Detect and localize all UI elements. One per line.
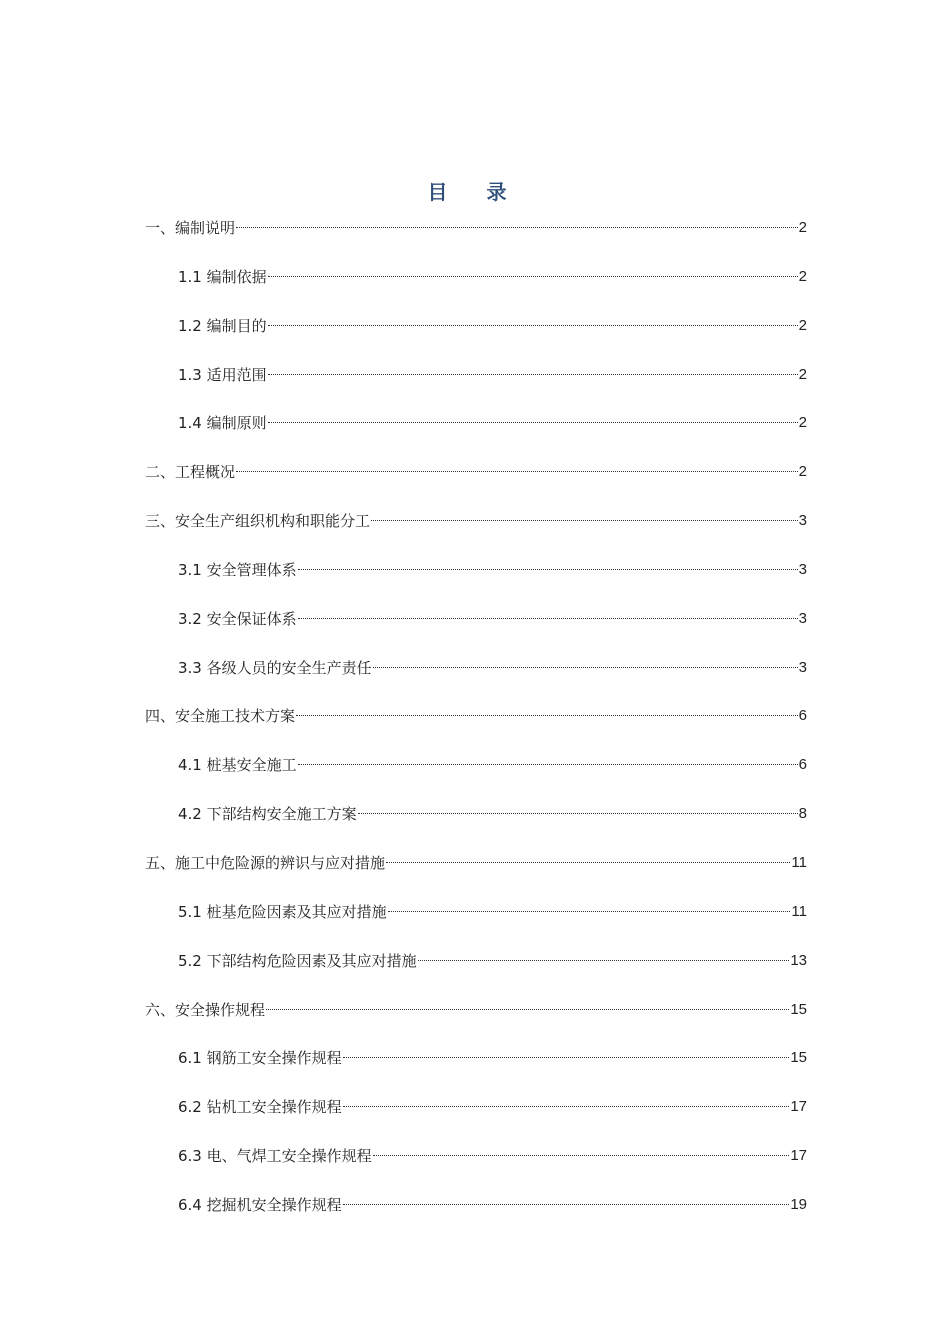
toc-entry-page-number: 11: [791, 902, 807, 920]
toc-entry-label: 5.1 桩基危险因素及其应对措施: [178, 902, 387, 921]
toc-entry-page-number: 8: [798, 805, 807, 823]
toc-dot-leader: [371, 508, 798, 521]
toc-dot-leader: [236, 215, 798, 228]
toc-entry[interactable]: [145, 1143, 807, 1192]
toc-title: 目 录: [427, 180, 523, 204]
toc-dot-leader: [343, 1045, 790, 1058]
toc-dot-leader: [388, 899, 791, 912]
toc-dot-leader: [236, 459, 798, 472]
toc-dot-leader: [268, 313, 798, 326]
toc-entry-page-number: 3: [798, 609, 807, 627]
toc-entry-page-number: 17: [790, 1098, 807, 1116]
toc-entry[interactable]: [145, 899, 807, 948]
toc-entry[interactable]: [145, 850, 807, 899]
toc-entry-label: 6.1 钢筋工安全操作规程: [178, 1049, 342, 1068]
toc-entry-label: 六、安全操作规程: [145, 1000, 266, 1019]
toc-entry-label: 三、安全生产组织机构和职能分工: [145, 512, 371, 531]
toc-dot-leader: [266, 997, 789, 1010]
toc-entry-label: 3.3 各级人员的安全生产责任: [178, 658, 372, 677]
toc-entry[interactable]: [145, 997, 807, 1046]
toc-entry[interactable]: [145, 508, 807, 557]
toc-entry[interactable]: [145, 948, 807, 997]
toc-entry-label: 一、编制说明: [145, 219, 236, 237]
toc-entry-label: 1.3 适用范围: [178, 365, 267, 384]
toc-entry-page-number: 19: [790, 1195, 807, 1213]
toc-dot-leader: [296, 703, 798, 716]
toc-dot-leader: [268, 410, 798, 423]
toc-entry-label: 4.2 下部结构安全施工方案: [178, 805, 357, 824]
toc-entry-label: 1.4 编制原则: [178, 414, 267, 433]
toc-entry[interactable]: [145, 606, 807, 655]
toc-dot-leader: [298, 752, 798, 765]
toc-entry-page-number: 11: [791, 853, 807, 871]
toc-entry-label: 3.1 安全管理体系: [178, 560, 297, 579]
toc-entry[interactable]: [145, 557, 807, 606]
toc-dot-leader: [358, 801, 798, 814]
toc-entry-label: 1.2 编制目的: [178, 316, 267, 335]
toc-entry-page-number: 6: [798, 707, 807, 725]
toc-entry[interactable]: [145, 703, 807, 752]
toc-entry-page-number: 3: [798, 560, 807, 578]
toc-entry[interactable]: [145, 1094, 807, 1143]
toc-entry-page-number: 3: [798, 658, 807, 676]
toc-entry[interactable]: [145, 801, 807, 850]
toc-entry-label: 4.1 桩基安全施工: [178, 756, 297, 775]
toc-entry-label: 5.2 下部结构危险因素及其应对措施: [178, 951, 417, 970]
toc-entry-page-number: 13: [790, 951, 807, 969]
toc-entry-page-number: 15: [790, 1049, 807, 1067]
toc-entry-label: 二、工程概况: [145, 463, 236, 482]
toc-entry[interactable]: [145, 362, 807, 411]
table-of-contents: [145, 215, 807, 1241]
toc-entry-label: 1.1 编制依据: [178, 267, 267, 286]
toc-entry-page-number: 2: [798, 267, 807, 285]
toc-entry[interactable]: [145, 1045, 807, 1094]
toc-entry-page-number: 2: [798, 316, 807, 334]
toc-entry-label: 6.3 电、气焊工安全操作规程: [178, 1147, 372, 1166]
toc-entry[interactable]: [145, 215, 807, 264]
toc-entry[interactable]: [145, 655, 807, 704]
toc-dot-leader: [373, 655, 798, 668]
toc-entry-label: 3.2 安全保证体系: [178, 609, 297, 628]
toc-entry[interactable]: [145, 752, 807, 801]
toc-dot-leader: [298, 606, 798, 619]
toc-entry-page-number: 3: [798, 512, 807, 530]
toc-dot-leader: [343, 1192, 790, 1205]
toc-entry[interactable]: [145, 410, 807, 459]
toc-dot-leader: [298, 557, 798, 570]
toc-entry[interactable]: [145, 313, 807, 362]
toc-entry[interactable]: [145, 1192, 807, 1241]
toc-entry-label: 6.2 钻机工安全操作规程: [178, 1098, 342, 1117]
toc-dot-leader: [268, 362, 798, 375]
toc-entry-page-number: 15: [790, 1000, 807, 1018]
toc-entry-label: 6.4 挖掘机安全操作规程: [178, 1195, 342, 1214]
toc-entry-page-number: 17: [790, 1147, 807, 1165]
toc-entry-label: 五、施工中危险源的辨识与应对措施: [145, 853, 386, 872]
toc-entry-page-number: 2: [798, 219, 807, 236]
toc-entry-page-number: 2: [798, 365, 807, 383]
toc-dot-leader: [418, 948, 790, 961]
toc-entry-page-number: 2: [798, 414, 807, 432]
toc-entry-page-number: 6: [798, 756, 807, 774]
toc-dot-leader: [268, 264, 798, 277]
toc-entry[interactable]: [145, 459, 807, 508]
toc-entry-page-number: 2: [798, 463, 807, 481]
toc-entry-label: 四、安全施工技术方案: [145, 707, 296, 726]
toc-entry[interactable]: [145, 264, 807, 313]
toc-dot-leader: [343, 1094, 790, 1107]
toc-dot-leader: [373, 1143, 790, 1156]
toc-dot-leader: [386, 850, 790, 863]
